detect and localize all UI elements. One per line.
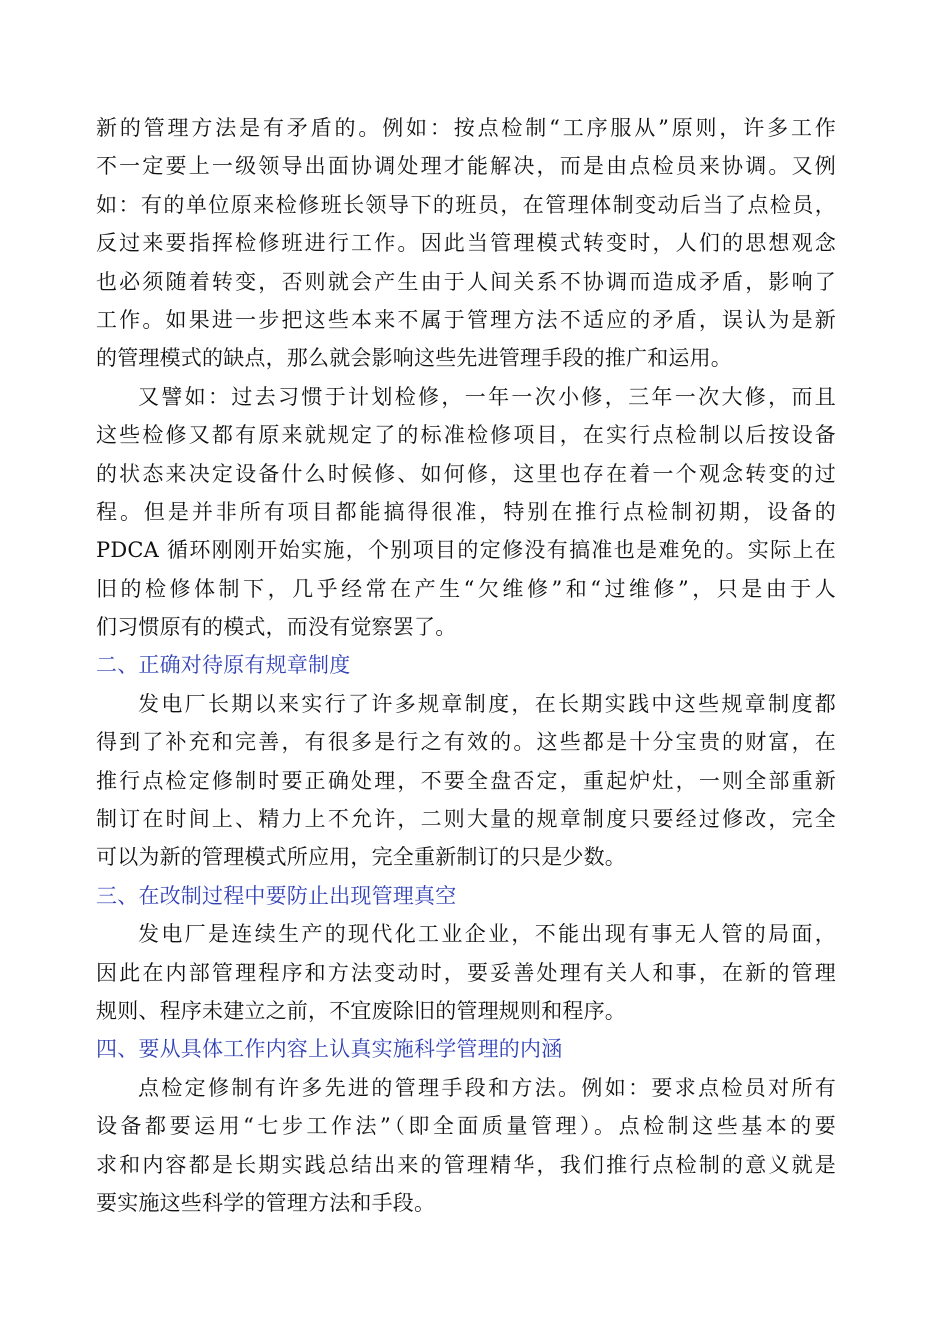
paragraph-line: 如：有的单位原来检修班长领导下的班员，在管理体制变动后当了点检员，	[96, 192, 836, 217]
paragraph-first-line: 发电厂长期以来实行了许多规章制度，在长期实践中这些规章制度都	[138, 691, 836, 716]
section-heading: 四、要从具体工作内容上认真实施科学管理的内涵	[96, 1037, 563, 1062]
paragraph-line: 求和内容都是长期实践总结出来的管理精华，我们推行点检制的意义就是	[96, 1152, 836, 1177]
paragraph-line: PDCA 循环刚刚开始实施，个别项目的定修没有搞准也是难免的。实际上在	[96, 538, 836, 563]
paragraph-line: 旧的检修体制下，几乎经常在产生“欠维修”和“过维修”，只是由于人	[96, 576, 836, 601]
paragraph-line: 推行点检定修制时要正确处理，不要全盘否定，重起炉灶，一则全部重新	[96, 768, 836, 793]
section-heading: 二、正确对待原有规章制度	[96, 653, 351, 678]
paragraph-line: 新的管理方法是有矛盾的。例如：按点检制“工序服从”原则，许多工作	[96, 116, 836, 140]
paragraph-line: 要实施这些科学的管理方法和手段。	[96, 1190, 436, 1215]
paragraph-first-line: 发电厂是连续生产的现代化工业企业，不能出现有事无人管的局面，	[138, 922, 836, 947]
paragraph-line: 们习惯原有的模式，而没有觉察罢了。	[96, 615, 457, 640]
paragraph-line: 工作。如果进一步把这些本来不属于管理方法不适应的矛盾，误认为是新	[96, 307, 836, 332]
paragraph-line: 程。但是并非所有项目都能搞得很准，特别在推行点检制初期，设备的	[96, 499, 836, 524]
paragraph-first-line: 又譬如：过去习惯于计划检修，一年一次小修，三年一次大修，而且	[138, 384, 836, 409]
paragraph-line: 得到了补充和完善，有很多是行之有效的。这些都是十分宝贵的财富，在	[96, 730, 836, 755]
paragraph-line: 这些检修又都有原来就规定了的标准检修项目，在实行点检制以后按设备	[96, 423, 836, 448]
paragraph-line: 反过来要指挥检修班进行工作。因此当管理模式转变时，人们的思想观念	[96, 231, 836, 256]
paragraph-line: 设备都要运用“七步工作法”（即全面质量管理）。点检制这些基本的要	[96, 1114, 836, 1139]
paragraph-line: 也必须随着转变，否则就会产生由于人间关系不协调而造成矛盾，影响了	[96, 269, 836, 294]
paragraph-first-line: 点检定修制有许多先进的管理手段和方法。例如：要求点检员对所有	[138, 1075, 836, 1100]
paragraph-line: 制订在时间上、精力上不允许，二则大量的规章制度只要经过修改，完全	[96, 807, 836, 832]
paragraph-line: 的管理模式的缺点，那么就会影响这些先进管理手段的推广和运用。	[96, 346, 732, 371]
paragraph-line: 可以为新的管理模式所应用，完全重新制订的只是少数。	[96, 845, 626, 870]
paragraph-line: 不一定要上一级领导出面协调处理才能解决，而是由点检员来协调。又例	[96, 154, 836, 179]
document-body	[96, 109, 836, 1222]
paragraph-line: 因此在内部管理程序和方法变动时，要妥善处理有关人和事，在新的管理	[96, 960, 836, 985]
paragraph-line: 的状态来决定设备什么时候修、如何修，这里也存在着一个观念转变的过	[96, 461, 836, 486]
section-heading: 三、在改制过程中要防止出现管理真空	[96, 883, 457, 908]
paragraph-line: 规则、程序未建立之前，不宜废除旧的管理规则和程序。	[96, 998, 626, 1023]
